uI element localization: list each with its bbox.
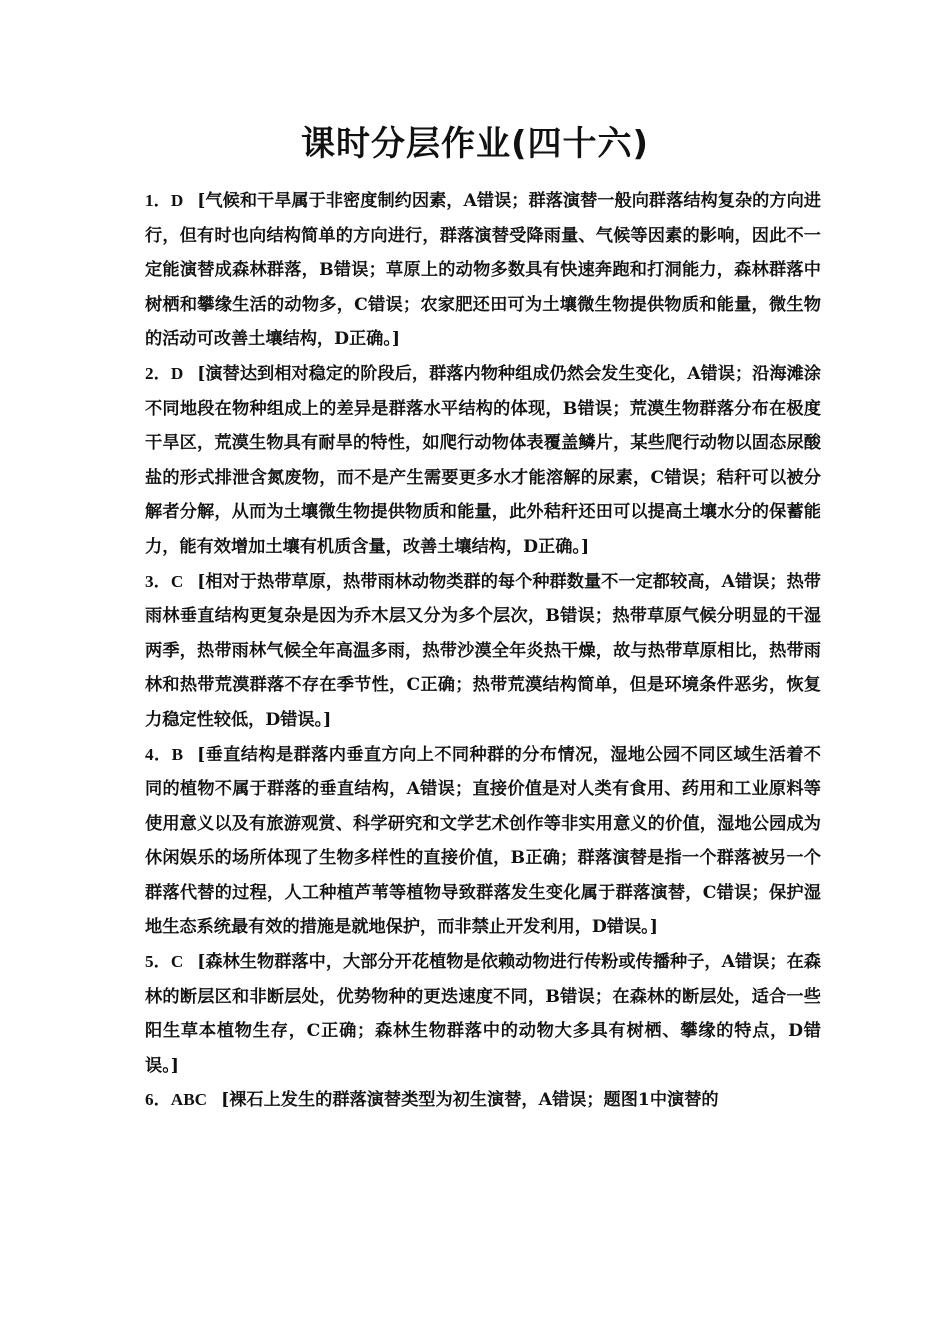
answer-number: 1． (145, 191, 171, 210)
answer-explanation: [相对于热带草原，热带雨林动物类群的每个种群数量不一定都较高，A错误；热带雨林垂直结构更复杂是因为乔木层又分为多个层次，B错误；热带草原气候分明显的干湿两季，热带雨林气候全年高温多雨，热带沙漠全年炎热干燥，故与热带草原相比，热带雨林和热带荒漠群落不存在季节性，C正确；热带荒漠结构简单，但是环境条件恶劣，恢复力稳定性较低，D错误。] (145, 571, 821, 730)
answer-list (145, 184, 821, 1118)
answer-item-6 (145, 1083, 821, 1118)
answer-key: B (171, 744, 184, 764)
answer-explanation: [垂直结构是群落内垂直方向上不同种群的分布情况，湿地公园不同区域生活着不同的植物不属于群落的垂直结构，A错误；直接价值是对人类有食用、药用和工业原料等使用意义以及有旅游观赏、科学研究和文学艺术创作等非实用意义的价值，湿地公园成为休闲娱乐的场所体现了生物多样性的直接价值，B正确；群落演替是指一个群落被另一个群落代替的过程，人工种植芦苇等植物导致群落发生变化属于群落演替，C错误；保护湿地生态系统最有效的措施是就地保护，而非禁止开发利用，D错误。] (145, 744, 821, 938)
answer-item-3 (145, 565, 821, 738)
answer-number: 3． (145, 571, 171, 591)
answer-item-4 (145, 738, 821, 946)
answer-number: 4． (145, 744, 172, 764)
answer-explanation: [演替达到相对稳定的阶段后，群落内物种组成仍然会发生变化，A错误；沿海滩涂不同地段在物种组成上的差异是群落水平结构的体现，B错误；荒漠生物群落分布在极度干旱区，荒漠生物具有耐旱的特性，如爬行动物体表覆盖鳞片，某些爬行动物以固态尿酸盐的形式排泄含氮废物，而不是产生需要更多水才能溶解的尿素，C错误；秸秆可以被分解者分解，从而为土壤微生物提供物质和能量，此外秸秆还田可以提高土壤水分的保蓄能力，能有效增加土壤有机质含量，改善土壤结构，D正确。] (145, 363, 821, 557)
answer-key: D (170, 363, 184, 383)
page-title: 课时分层作业(四十六) (300, 124, 650, 164)
answer-item-1 (145, 184, 821, 357)
answer-explanation: [森林生物群落中，大部分开花植物是依赖动物进行传粉或传播种子，A错误；在森林的断层区和非断层处，优势物种的更迭速度不同，B错误；在森林的断层处，适合一些阳生草本植物生存，C正确；森林生物群落中的动物大多具有树栖、攀缘的特点，D错误。] (145, 952, 821, 1076)
answer-explanation: [气候和干旱属于非密度制约因素，A错误；群落演替一般向群落结构复杂的方向进行，但有时也向结构简单的方向进行，群落演替受降雨量、气候等因素的影响，因此不一定能演替成森林群落，B错误；草原上的动物多数具有快速奔跑和打洞能力，森林群落中树栖和攀缘生活的动物多，C错误；农家肥还田可为土壤微生物提供物质和能量，微生物的活动可改善土壤结构，D正确。] (145, 191, 821, 350)
answer-number: 2． (145, 363, 171, 383)
answer-number: 6． (145, 1090, 171, 1110)
answer-key: C (170, 571, 184, 591)
answer-item-2 (145, 357, 821, 565)
answer-explanation: [裸石上发生的群落演替类型为初生演替，A错误；题图1中演替的 (221, 1090, 719, 1111)
answer-number: 5． (145, 952, 171, 972)
answer-key: ABC (170, 1090, 208, 1110)
answer-key: D (170, 191, 184, 210)
answer-item-5 (145, 945, 821, 1083)
answer-key: C (170, 952, 184, 972)
